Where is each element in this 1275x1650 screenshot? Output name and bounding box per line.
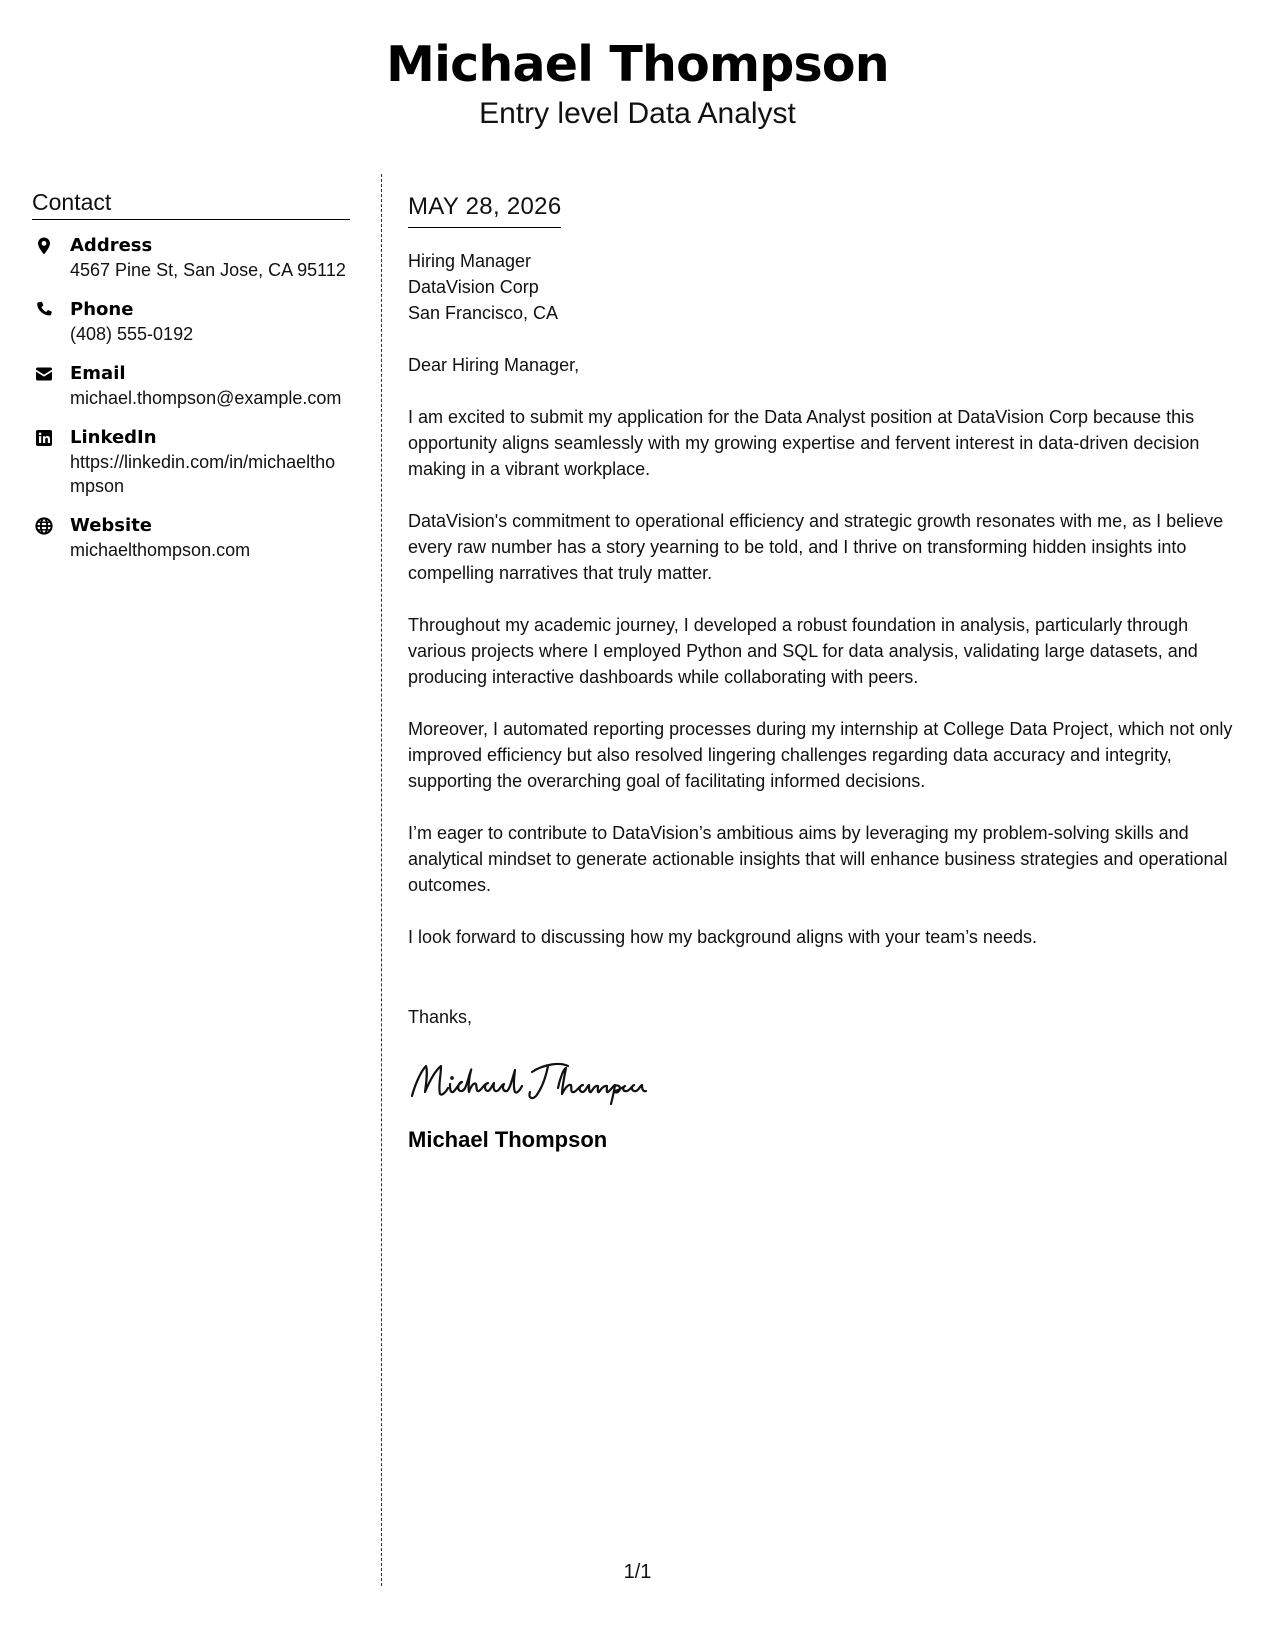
contact-heading: Contact xyxy=(32,188,350,220)
letter-paragraph: I look forward to discussing how my background aligns with your team’s needs. xyxy=(408,927,1037,947)
map-pin-icon xyxy=(34,236,54,256)
contact-label: Address xyxy=(70,235,153,256)
closing: Thanks, xyxy=(408,1007,473,1027)
contact-item-website xyxy=(32,514,350,562)
globe-icon xyxy=(34,516,54,536)
salutation: Dear Hiring Manager, xyxy=(408,355,580,375)
contact-value: https://linkedin.com/in/michaelthompson xyxy=(70,452,336,496)
contact-label: Website xyxy=(70,515,153,536)
contact-list xyxy=(32,234,350,562)
letter-body xyxy=(408,192,1250,1154)
letter-paragraph: Throughout my academic journey, I developed a robust foundation in analysis, particularly through various projects where I employed Python and SQL for data analysis, validating large datasets, and producing interactive dashboards while collaborating with peers. xyxy=(408,615,1198,687)
recipient-line: Hiring Manager xyxy=(408,251,532,271)
linkedin-icon xyxy=(34,428,54,448)
contact-value: 4567 Pine St, San Jose, CA 95112 xyxy=(70,260,346,280)
contact-value: (408) 555-0192 xyxy=(70,324,194,344)
signer-name: Michael Thompson xyxy=(408,1127,608,1152)
envelope-icon xyxy=(34,364,54,384)
recipient-block xyxy=(408,248,1250,326)
job-title: Entry level Data Analyst xyxy=(479,97,796,130)
column-divider xyxy=(381,174,382,1586)
contact-item-address xyxy=(32,234,350,282)
contact-item-linkedin xyxy=(32,426,350,498)
contact-item-email xyxy=(32,362,350,410)
contact-label: Phone xyxy=(70,299,134,320)
contact-label: Email xyxy=(70,363,126,384)
letter-paragraph: I am excited to submit my application for the Data Analyst position at DataVision Corp because this opportunity aligns seamlessly with my growing expertise and fervent interest in data-driven decision making in a vibrant workplace. xyxy=(408,407,1200,479)
contact-label: LinkedIn xyxy=(70,427,157,448)
letter-paragraph: I’m eager to contribute to DataVision’s ambitious aims by leveraging my problem-solving skills and analytical mindset to generate actionable insights that will enhance business strategies and operational outcomes. xyxy=(408,823,1228,895)
letter-paragraph: DataVision's commitment to operational efficiency and strategic growth resonates with me, as I believe every raw number has a story yearning to be told, and I thrive on transforming hidden insights into compelling narratives that truly matter. xyxy=(408,511,1224,583)
contact-item-phone xyxy=(32,298,350,346)
contact-value: michael.thompson@example.com xyxy=(70,388,342,408)
recipient-line: DataVision Corp xyxy=(408,277,539,297)
recipient-line: San Francisco, CA xyxy=(408,303,559,323)
handwritten-signature xyxy=(408,1058,1250,1106)
header xyxy=(0,34,1275,132)
letter-date: MAY 28, 2026 xyxy=(408,192,561,228)
phone-icon xyxy=(34,300,54,320)
applicant-name: Michael Thompson xyxy=(386,36,889,93)
contact-sidebar xyxy=(32,188,350,578)
contact-value: michaelthompson.com xyxy=(70,540,251,560)
page-number: 1/1 xyxy=(623,1561,652,1583)
letter-paragraph: Moreover, I automated reporting processes during my internship at College Data Project, which not only improved efficiency but also resolved lingering challenges regarding data accuracy and integrity, supporting the overarching goal of facilitating informed decisions. xyxy=(408,719,1233,791)
